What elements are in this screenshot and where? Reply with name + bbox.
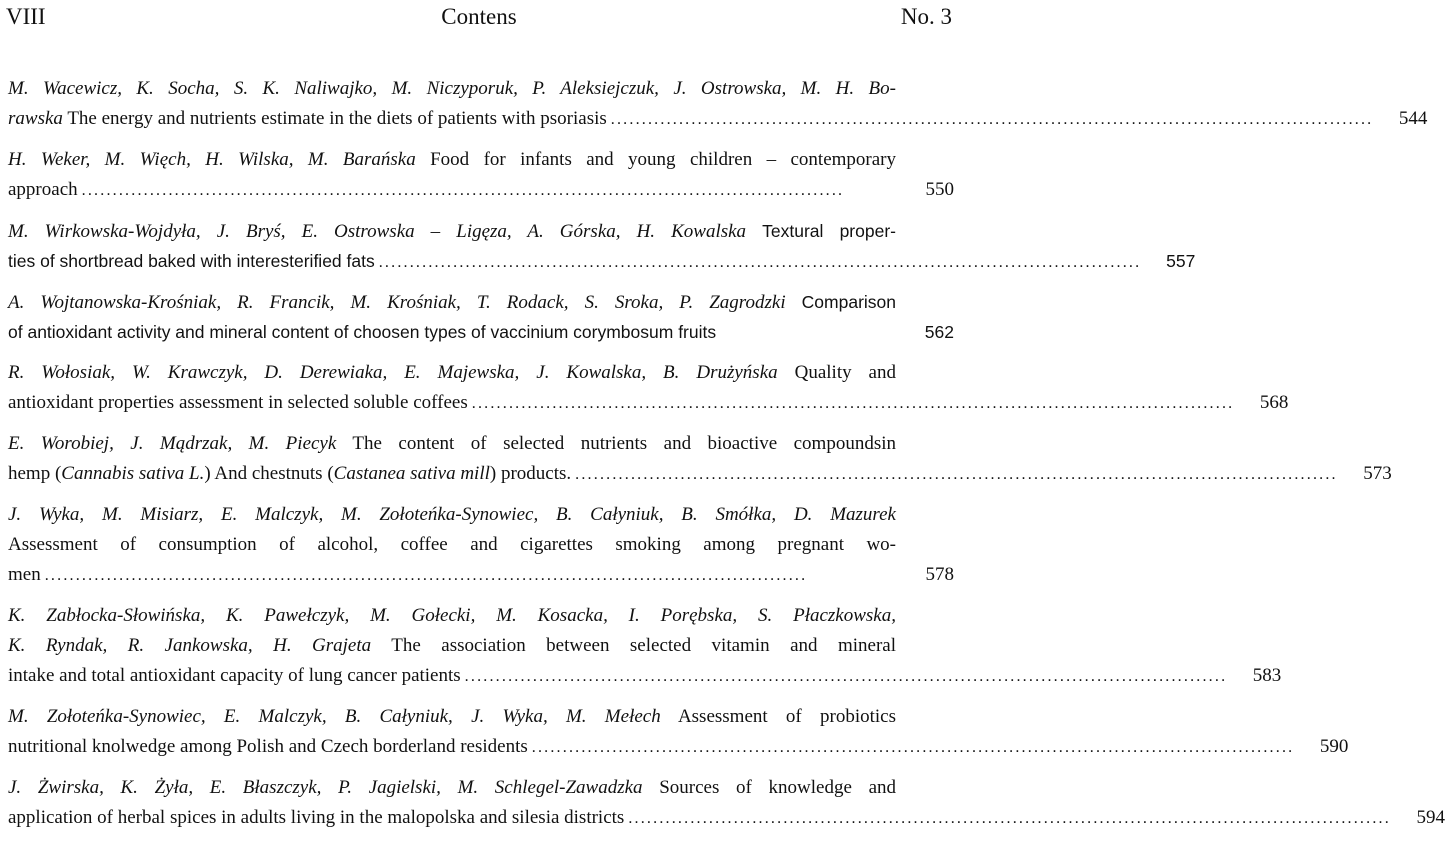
entry-authors: E. Worobiej, J. Mądrzak, M. Piecyk (8, 433, 337, 454)
page-title: Contens (441, 4, 517, 29)
entry-title: intake and total antioxidant capacity of lung cancer patients (8, 665, 461, 686)
entry-authors: A. Wojtanowska-Krośniak, R. Francik, M. Krośniak, T. Rodack, S. Sroka, P. Zagrodzki (8, 292, 786, 313)
entry-title: men (8, 564, 41, 585)
entry-title: of antioxidant activity and mineral content of choosen types of vaccinium corymbosum fruits (8, 322, 717, 342)
entry-title: Textural proper- (762, 221, 896, 241)
entry-authors: J. Żwirska, K. Żyła, E. Błaszczyk, P. Jagielski, M. Schlegel-Zawadzka (8, 777, 643, 798)
entry-title: hemp (Cannabis sativa L.) And chestnuts (Castanea sativa mill) products. (8, 463, 572, 484)
entry-authors: H. Weker, M. Więch, H. Wilska, M. Barańska (8, 149, 416, 170)
dot-leader: ........................................................................................................................... (471, 395, 1235, 412)
entry-title: Sources of knowledge and (659, 777, 896, 798)
entry-title: application of herbal spices in adults living in the malopolska and silesia districts (8, 807, 625, 828)
entry-page-number: 573 (1363, 463, 1392, 484)
entry-title: nutritional knolwedge among Polish and Czech borderland residents (8, 736, 528, 757)
entry-authors: R. Wołosiak, W. Krawczyk, D. Derewiaka, E. Majewska, J. Kowalska, B. Drużyńska (8, 362, 778, 383)
entry-page-number: 557 (1166, 251, 1196, 271)
entry-page-number: 544 (1398, 108, 1428, 129)
entry-page-number: 590 (1319, 736, 1349, 757)
entry-title: approach (8, 179, 78, 200)
toc-entry[interactable] (8, 287, 960, 347)
dot-leader: ........................................................................................................................... (575, 466, 1338, 483)
page-number-roman: VIII (6, 4, 46, 29)
entry-title: Food for infants and young children – contemporary (430, 149, 897, 170)
entry-title: Assessment of probiotics (677, 706, 896, 727)
entry-title: The association between selected vitamin and mineral (391, 635, 896, 656)
entry-authors: M. Wacewicz, K. Socha, S. K. Naliwajko, M. Niczyporuk, P. Aleksiejczuk, J. Ostrowska, M. H. Bo- (8, 78, 896, 99)
entry-title: The energy and nutrients estimate in the diets of patients with psoriasis (67, 108, 607, 129)
entry-authors: K. Zabłocka-Słowińska, K. Pawełczyk, M. Gołecki, M. Kosacka, I. Porębska, S. Płaczkowska, (8, 605, 896, 626)
entry-title: The content of selected nutrients and bioactive compoundsin (352, 433, 896, 454)
dot-leader: ........................................................................................................................... (81, 182, 845, 199)
entry-page-number: 550 (925, 179, 954, 200)
table-of-contents (8, 74, 1445, 844)
entry-authors: K. Ryndak, R. Jankowska, H. Grajeta (8, 635, 372, 656)
entry-authors: M. Wirkowska-Wojdyła, J. Bryś, E. Ostrowska – Ligęza, A. Górska, H. Kowalska (8, 221, 747, 242)
toc-entry[interactable] (8, 702, 1349, 762)
entry-title: Comparison (801, 292, 897, 312)
dot-leader: ........................................................................................................................... (610, 111, 1374, 128)
toc-entry[interactable] (8, 773, 1445, 833)
entry-page-number: 583 (1252, 665, 1282, 686)
entry-page-number: 578 (925, 564, 954, 585)
dot-leader: ........................................................................................................................... (464, 668, 1228, 685)
toc-entry[interactable] (8, 216, 1196, 276)
dot-leader: ........................................................................................................................... (378, 254, 1142, 271)
entry-title: ties of shortbread baked with interesterified fats (8, 251, 375, 271)
issue-number: No. 3 (900, 4, 952, 29)
toc-entry[interactable] (8, 358, 1289, 418)
toc-entry[interactable] (8, 74, 1428, 134)
entry-authors: rawska (8, 108, 63, 129)
dot-leader: ........................................................................................................................... (44, 567, 808, 584)
entry-page-number: 562 (924, 322, 954, 342)
entry-title: Assessment of consumption of alcohol, coffee and cigarettes smoking among pregnant wo- (8, 534, 896, 555)
entry-authors: J. Wyka, M. Misiarz, E. Malczyk, M. Zołoteńka-Synowiec, B. Całyniuk, B. Smółka, D. Mazurek (8, 504, 896, 525)
toc-entry[interactable] (8, 500, 960, 590)
toc-entry[interactable] (8, 145, 960, 205)
dot-leader: ........................................................................................................................... (531, 739, 1295, 756)
entry-title: antioxidant properties assessment in selected soluble coffees (8, 392, 468, 413)
page-header (6, 0, 952, 34)
entry-title: Quality and (794, 362, 896, 383)
toc-entry[interactable] (8, 601, 1282, 691)
dot-leader: ........................................................................................................................... (628, 810, 1391, 827)
entry-authors: M. Zołoteńka-Synowiec, E. Malczyk, B. Całyniuk, J. Wyka, M. Mełech (8, 706, 661, 727)
entry-page-number: 568 (1259, 392, 1289, 413)
toc-entry[interactable] (8, 429, 1392, 489)
entry-page-number: 594 (1416, 807, 1445, 828)
